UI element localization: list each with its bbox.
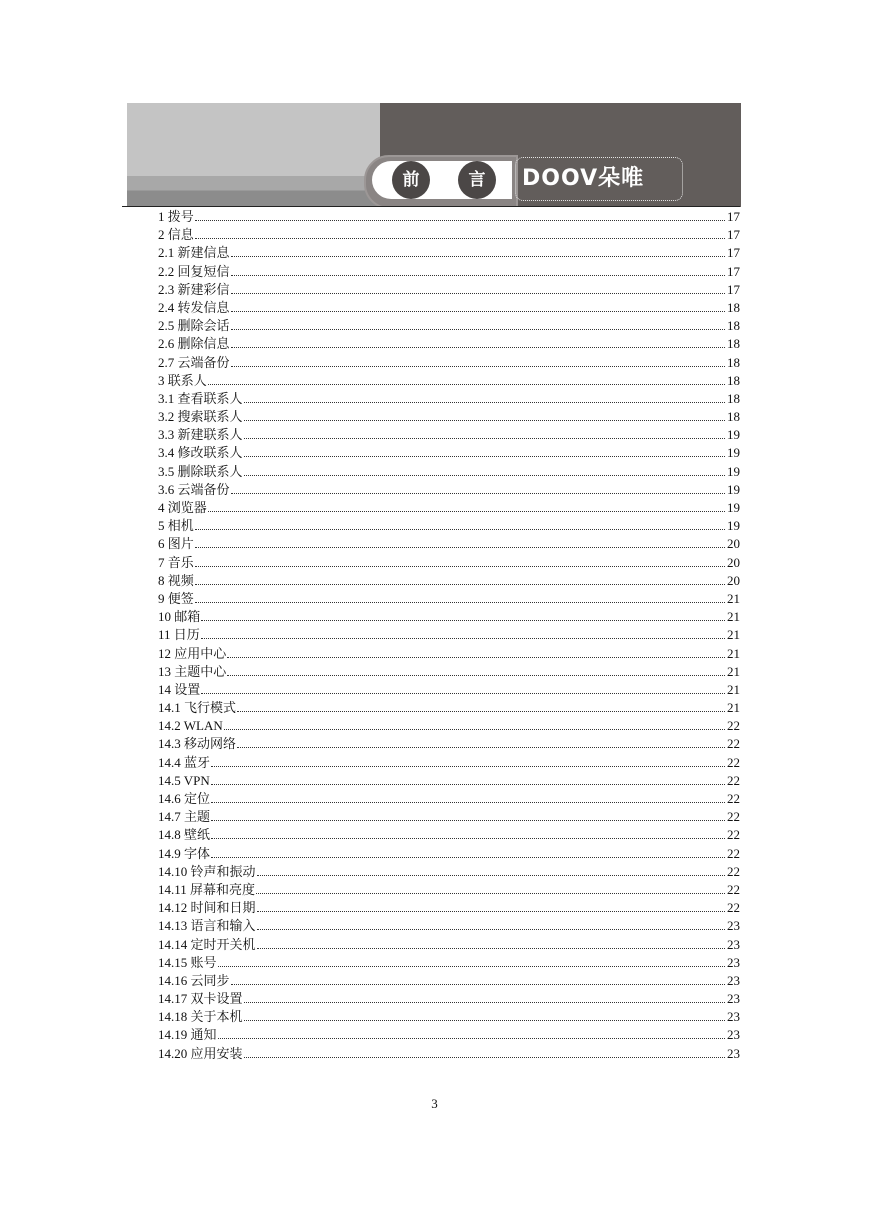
brand-logo	[515, 157, 683, 201]
toc-leader-dots	[231, 256, 725, 257]
toc-entry[interactable]	[158, 1026, 740, 1044]
toc-entry[interactable]	[158, 372, 740, 390]
toc-leader-dots	[237, 747, 725, 748]
toc-entry-page: 21	[727, 700, 740, 716]
toc-leader-dots	[237, 711, 725, 712]
toc-entry-label: 2.2 回复短信	[158, 263, 230, 279]
toc-entry-label: 3.2 搜索联系人	[158, 409, 243, 425]
toc-entry-page: 20	[727, 554, 740, 570]
toc-entry-page: 23	[727, 972, 740, 988]
toc-entry-label: 14.17 双卡设置	[158, 991, 243, 1007]
toc-entry-label: 2 信息	[158, 227, 194, 243]
toc-entry-label: 14.9 字体	[158, 845, 211, 861]
toc-entry-page: 18	[727, 372, 740, 388]
toc-leader-dots	[195, 529, 725, 530]
toc-leader-dots	[211, 838, 725, 839]
toc-entry-label: 14.11 屏幕和亮度	[158, 881, 256, 897]
table-of-contents	[158, 208, 740, 1063]
toc-leader-dots	[244, 1057, 725, 1058]
toc-leader-dots	[231, 493, 725, 494]
toc-entry-label: 9 便签	[158, 590, 194, 606]
toc-leader-dots	[208, 384, 725, 385]
toc-entry-label: 14.20 应用安装	[158, 1045, 243, 1061]
header-banner	[127, 103, 741, 207]
toc-leader-dots	[208, 511, 725, 512]
toc-entry[interactable]	[158, 826, 740, 844]
toc-entry-page: 22	[727, 827, 740, 843]
toc-entry[interactable]	[158, 863, 740, 881]
toc-leader-dots	[195, 602, 725, 603]
toc-entry-label: 14.14 定时开关机	[158, 936, 256, 952]
toc-entry-label: 14.3 移动网络	[158, 736, 237, 752]
toc-entry-page: 22	[727, 754, 740, 770]
toc-entry[interactable]	[158, 1045, 740, 1063]
toc-entry[interactable]	[158, 917, 740, 935]
toc-leader-dots	[256, 893, 725, 894]
toc-entry[interactable]	[158, 463, 740, 481]
toc-entry[interactable]	[158, 426, 740, 444]
toc-entry-label: 14.7 主题	[158, 809, 211, 825]
toc-leader-dots	[227, 675, 725, 676]
toc-entry-page: 19	[727, 500, 740, 515]
toc-leader-dots	[244, 1002, 725, 1003]
toc-leader-dots	[201, 620, 725, 621]
toc-entry-page: 22	[727, 736, 740, 752]
toc-entry-label: 2.6 删除信息	[158, 336, 230, 352]
toc-entry-label: 14.19 通知	[158, 1027, 217, 1043]
toc-leader-dots	[211, 857, 725, 858]
toc-entry-page: 20	[727, 536, 740, 552]
toc-entry[interactable]	[158, 881, 740, 899]
toc-entry-label: 2.7 云端备份	[158, 354, 230, 370]
toc-entry-label: 10 邮箱	[158, 609, 201, 625]
toc-leader-dots	[257, 911, 725, 912]
toc-leader-dots	[201, 693, 725, 694]
toc-entry[interactable]	[158, 226, 740, 244]
toc-entry-label: 14.8 壁纸	[158, 827, 211, 843]
toc-entry[interactable]	[158, 663, 740, 681]
toc-entry[interactable]	[158, 1008, 740, 1026]
toc-entry-page: 19	[727, 427, 740, 443]
toc-leader-dots	[195, 584, 725, 585]
toc-entry[interactable]	[158, 645, 740, 663]
toc-entry-label: 14.16 云同步	[158, 972, 230, 988]
toc-entry[interactable]	[158, 317, 740, 335]
toc-entry[interactable]	[158, 717, 740, 735]
toc-entry[interactable]	[158, 936, 740, 954]
toc-entry-page: 18	[727, 390, 740, 406]
toc-entry[interactable]	[158, 590, 740, 608]
toc-entry-label: 3.3 新建联系人	[158, 427, 243, 443]
toc-entry-label: 14.2 WLAN	[158, 718, 223, 734]
toc-entry[interactable]	[158, 681, 740, 699]
toc-entry[interactable]	[158, 408, 740, 426]
toc-entry-page: 21	[727, 609, 740, 625]
toc-entry-label: 3.6 云端备份	[158, 481, 230, 497]
toc-entry[interactable]	[158, 517, 740, 535]
toc-leader-dots	[195, 566, 725, 567]
toc-entry-page: 18	[727, 299, 740, 315]
toc-entry-page: 23	[727, 954, 740, 970]
toc-leader-dots	[244, 1020, 725, 1021]
toc-leader-dots	[211, 820, 725, 821]
toc-leader-dots	[195, 238, 725, 239]
toc-leader-dots	[231, 275, 725, 276]
toc-entry-label: 14.10 铃声和振动	[158, 863, 256, 879]
toc-entry[interactable]	[158, 535, 740, 553]
toc-leader-dots	[211, 784, 725, 785]
toc-leader-dots	[244, 456, 725, 457]
toc-leader-dots	[231, 366, 725, 367]
toc-entry[interactable]	[158, 754, 740, 772]
toc-entry-label: 4 浏览器	[158, 500, 207, 515]
toc-entry-page: 23	[727, 918, 740, 934]
toc-leader-dots	[231, 329, 725, 330]
toc-entry[interactable]	[158, 281, 740, 299]
toc-leader-dots	[231, 293, 725, 294]
toc-entry-label: 14.5 VPN	[158, 772, 210, 788]
toc-entry-page: 19	[727, 445, 740, 461]
toc-entry[interactable]	[158, 808, 740, 826]
toc-entry-label: 7 音乐	[158, 554, 194, 570]
toc-entry-label: 14 设置	[158, 681, 201, 697]
toc-entry-page: 21	[727, 645, 740, 661]
toc-entry-page: 22	[727, 881, 740, 897]
brand-logo-text: DOOV朵唯	[522, 166, 645, 191]
toc-entry[interactable]	[158, 335, 740, 353]
toc-entry-label: 8 视频	[158, 572, 194, 588]
toc-entry-label: 3.5 删除联系人	[158, 463, 243, 479]
toc-entry[interactable]	[158, 626, 740, 644]
toc-entry-page: 22	[727, 772, 740, 788]
toc-entry-page: 19	[727, 463, 740, 479]
toc-entry[interactable]	[158, 954, 740, 972]
toc-entry[interactable]	[158, 554, 740, 572]
toc-entry-label: 13 主题中心	[158, 663, 227, 679]
toc-entry-label: 2.3 新建彩信	[158, 281, 230, 297]
toc-entry-page: 23	[727, 991, 740, 1007]
toc-entry-label: 14.13 语言和输入	[158, 918, 256, 934]
toc-leader-dots	[195, 547, 725, 548]
toc-leader-dots	[218, 966, 725, 967]
toc-entry[interactable]	[158, 790, 740, 808]
toc-entry-label: 14.15 账号	[158, 954, 217, 970]
toc-entry[interactable]	[158, 699, 740, 717]
toc-entry-page: 23	[727, 936, 740, 952]
toc-leader-dots	[244, 402, 725, 403]
toc-entry-page: 21	[727, 663, 740, 679]
toc-entry-label: 5 相机	[158, 518, 194, 534]
toc-entry-label: 3 联系人	[158, 372, 207, 388]
toc-leader-dots	[244, 420, 725, 421]
toc-entry-label: 14.6 定位	[158, 791, 211, 806]
toc-entry-page: 18	[727, 336, 740, 352]
toc-entry-label: 14.12 时间和日期	[158, 900, 256, 916]
section-title-char-1: 前	[392, 161, 430, 199]
toc-entry-page: 23	[727, 1009, 740, 1025]
toc-leader-dots	[231, 347, 725, 348]
toc-entry-page: 22	[727, 791, 740, 806]
toc-entry[interactable]	[158, 990, 740, 1008]
banner-gray-panel	[127, 103, 380, 207]
toc-entry-label: 6 图片	[158, 536, 194, 552]
toc-leader-dots	[244, 475, 725, 476]
toc-leader-dots	[231, 984, 725, 985]
toc-entry[interactable]	[158, 390, 740, 408]
toc-entry-label: 2.1 新建信息	[158, 245, 230, 261]
toc-entry-page: 22	[727, 863, 740, 879]
toc-entry-page: 21	[727, 681, 740, 697]
toc-entry-label: 3.4 修改联系人	[158, 445, 243, 461]
page-number: 3	[431, 1096, 438, 1111]
toc-entry-page: 19	[727, 518, 740, 534]
toc-entry-page: 18	[727, 354, 740, 370]
toc-entry[interactable]	[158, 572, 740, 590]
toc-entry[interactable]	[158, 208, 740, 226]
toc-leader-dots	[257, 948, 725, 949]
toc-entry-label: 3.1 查看联系人	[158, 390, 243, 406]
toc-entry-label: 2.4 转发信息	[158, 299, 230, 315]
toc-entry-page: 17	[727, 227, 740, 243]
section-title-char-2: 言	[458, 161, 496, 199]
toc-entry[interactable]	[158, 499, 740, 517]
toc-entry-label: 14.4 蓝牙	[158, 754, 211, 770]
toc-entry-page: 18	[727, 409, 740, 425]
toc-entry[interactable]	[158, 845, 740, 863]
toc-entry-label: 14.18 关于本机	[158, 1009, 243, 1025]
toc-leader-dots	[201, 638, 725, 639]
toc-entry-label: 12 应用中心	[158, 645, 227, 661]
toc-entry-page: 17	[727, 281, 740, 297]
toc-entry[interactable]	[158, 299, 740, 317]
toc-entry[interactable]	[158, 972, 740, 990]
toc-leader-dots	[218, 1038, 725, 1039]
toc-entry[interactable]	[158, 899, 740, 917]
toc-entry-page: 17	[727, 245, 740, 261]
toc-leader-dots	[257, 929, 725, 930]
toc-entry-page: 21	[727, 590, 740, 606]
toc-leader-dots	[257, 875, 725, 876]
toc-entry[interactable]	[158, 608, 740, 626]
toc-entry-page: 23	[727, 1027, 740, 1043]
toc-leader-dots	[211, 802, 725, 803]
toc-entry-label: 11 日历	[158, 627, 200, 643]
toc-entry[interactable]	[158, 354, 740, 372]
toc-entry-label: 14.1 飞行模式	[158, 700, 237, 716]
toc-entry[interactable]	[158, 772, 740, 790]
toc-entry-page: 18	[727, 318, 740, 334]
toc-leader-dots	[244, 438, 725, 439]
toc-entry-page: 22	[727, 809, 740, 825]
toc-entry-page: 17	[727, 209, 740, 224]
toc-entry-page: 22	[727, 845, 740, 861]
toc-entry-page: 20	[727, 572, 740, 588]
toc-entry[interactable]	[158, 444, 740, 462]
toc-leader-dots	[195, 220, 725, 221]
toc-entry-page: 22	[727, 718, 740, 734]
toc-entry-page: 21	[727, 627, 740, 643]
toc-leader-dots	[227, 657, 725, 658]
toc-entry[interactable]	[158, 735, 740, 753]
toc-entry[interactable]	[158, 481, 740, 499]
toc-entry-page: 19	[727, 481, 740, 497]
toc-entry-page: 22	[727, 900, 740, 916]
toc-entry-page: 23	[727, 1045, 740, 1061]
toc-leader-dots	[211, 766, 725, 767]
toc-entry-label: 2.5 删除会话	[158, 318, 230, 334]
toc-entry[interactable]	[158, 263, 740, 281]
toc-leader-dots	[224, 729, 725, 730]
toc-entry-label: 1 拨号	[158, 209, 194, 224]
toc-entry[interactable]	[158, 244, 740, 262]
toc-leader-dots	[231, 311, 725, 312]
header-rule	[122, 206, 740, 207]
toc-entry-page: 17	[727, 263, 740, 279]
